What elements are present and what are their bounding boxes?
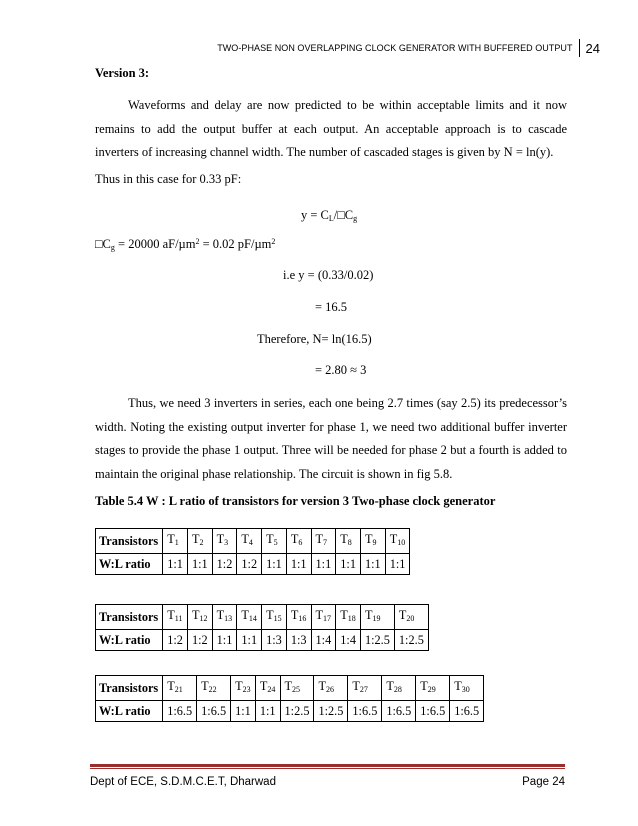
table-cell: $T_{20}$ [394,605,428,630]
row-label: W:L ratio [96,554,163,575]
table-cell: $T_{17}$ [311,605,336,630]
header-page-number: 24 [585,40,600,56]
table-cell: 1:2.5 [280,701,314,722]
table-cell: $T_{23}$ [231,676,256,701]
table-cell: 1:2.5 [314,701,348,722]
table-row [96,554,410,575]
table-cell: $T_{29}$ [416,676,450,701]
table-cell: 1:1 [237,630,262,651]
wl-ratio-table-3 [95,675,484,722]
table-cell: $T_2$ [187,529,212,554]
table-cell: 1:6.5 [416,701,450,722]
table-cell: 1:2 [187,630,212,651]
row-label: Transistors [96,529,163,554]
table-cell: $T_{25}$ [280,676,314,701]
table-cell: 1:2 [163,630,188,651]
table-cell: $T_1$ [163,529,188,554]
equation-cg: $□C_g = 20000$ aF/µm$^2$ = 0.02 pF/µm$^2$ [95,237,276,252]
table-cell: $T_{21}$ [163,676,197,701]
row-label: Transistors [96,676,163,701]
footer-department: Dept of ECE, S.D.M.C.E.T, Dharwad [90,776,276,788]
paragraph-conclusion: Thus, we need 3 inverters in series, each one being 2.7 times (say 2.5) its predecessor’s width. Noting the existing output inverter for phase 1, we need two additional buffer inverter stages to provide the phase 1 output. Three will be needed for phase 2 but a fourth is added to maintain the original phase relationship. The circuit is shown in fig 5.8. [95,396,567,481]
table-cell: 1:1 [336,554,361,575]
table-cell: $T_{27}$ [348,676,382,701]
footer-rule-thick [90,764,565,767]
table-cell: $T_{11}$ [163,605,188,630]
page-header [217,38,600,58]
table-cell: $T_{19}$ [360,605,394,630]
table-cell: 1:1 [255,701,280,722]
table-cell: $T_{15}$ [262,605,287,630]
table-cell: 1:1 [385,554,410,575]
thus-line: Thus in this case for 0.33 pF: [95,172,242,186]
table-cell: 1:1 [286,554,311,575]
table-cell: 1:2.5 [394,630,428,651]
table-cell: 1:6.5 [163,701,197,722]
equation-result: = 2.80 ≈ 3 [315,363,367,377]
table-cell: 1:1 [231,701,256,722]
table-cell: 1:6.5 [450,701,484,722]
footer-page-number: Page 24 [522,776,565,788]
table-cell: 1:1 [311,554,336,575]
table-cell: $T_6$ [286,529,311,554]
table-cell: 1:4 [336,630,361,651]
table-cell: $T_{13}$ [212,605,237,630]
table-cell: $T_{30}$ [450,676,484,701]
table-cell: $T_{22}$ [197,676,231,701]
table-cell: $T_{18}$ [336,605,361,630]
wl-ratio-table-1 [95,528,410,575]
equation-ie: i.e y = (0.33/0.02) [283,268,374,282]
footer-rule-thin [90,768,565,769]
table-cell: 1:3 [286,630,311,651]
table-row [96,701,484,722]
equation-therefore: Therefore, N= ln(16.5) [257,332,372,346]
table-cell: 1:6.5 [197,701,231,722]
table-caption: Table 5.4 W : L ratio of transistors for version 3 Two-phase clock generator [95,494,496,508]
row-label: W:L ratio [96,630,163,651]
table-row [96,529,410,554]
table-cell: 1:4 [311,630,336,651]
paragraph-intro: Waveforms and delay are now predicted to be within acceptable limits and it now remains to add the output buffer at each output. An acceptable approach is to cascade inverters of increasing channel width. The number of cascaded stages is given by N = ln(y). [95,98,567,159]
table-cell: $T_{26}$ [314,676,348,701]
table-cell: 1:6.5 [348,701,382,722]
table-cell: $T_{10}$ [385,529,410,554]
table-cell: 1:1 [262,554,287,575]
table-cell: $T_3$ [212,529,237,554]
table-cell: $T_{16}$ [286,605,311,630]
table-row [96,630,429,651]
table-cell: 1:1 [163,554,188,575]
table-cell: $T_8$ [336,529,361,554]
table-cell: $T_{12}$ [187,605,212,630]
section-heading: Version 3: [95,66,150,80]
wl-ratio-table-2 [95,604,429,651]
table-row [96,676,484,701]
header-title: TWO-PHASE NON OVERLAPPING CLOCK GENERATOR WITH BUFFERED OUTPUT [217,43,573,53]
equation-y: $y = C_L/□C_g$ [301,208,358,223]
table-cell: 1:1 [360,554,385,575]
row-label: W:L ratio [96,701,163,722]
table-cell: 1:3 [262,630,287,651]
table-cell: $T_{14}$ [237,605,262,630]
table-cell: $T_9$ [360,529,385,554]
table-cell: 1:2 [237,554,262,575]
table-cell: 1:1 [187,554,212,575]
page-footer [90,776,565,788]
table-cell: 1:6.5 [382,701,416,722]
table-cell: $T_4$ [237,529,262,554]
table-row [96,605,429,630]
table-cell: 1:2 [212,554,237,575]
table-cell: $T_5$ [262,529,287,554]
table-cell: 1:1 [212,630,237,651]
equation-value: = 16.5 [315,300,348,314]
table-cell: $T_7$ [311,529,336,554]
table-cell: $T_{28}$ [382,676,416,701]
row-label: Transistors [96,605,163,630]
table-cell: 1:2.5 [360,630,394,651]
table-cell: $T_{24}$ [255,676,280,701]
